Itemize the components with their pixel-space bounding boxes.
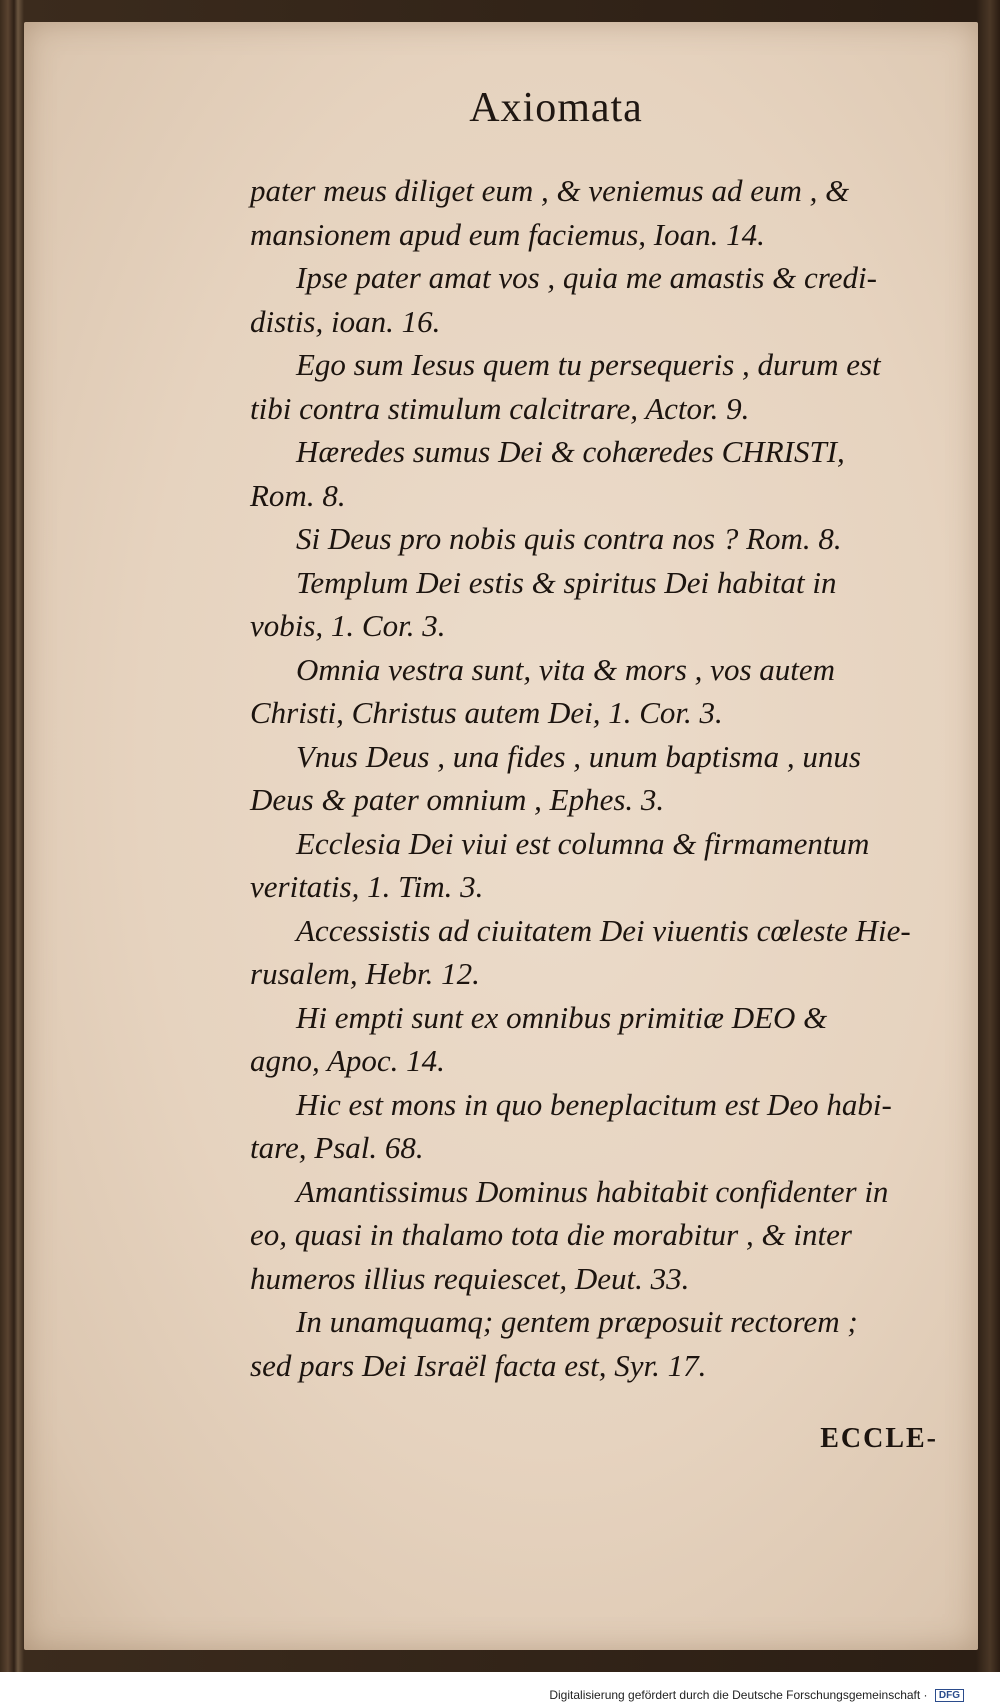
text-line: eo, quasi in thalamo tota die morabitur , & inter [250, 1217, 852, 1252]
text-line: Amantissimus Dominus habitabit confidenter in [296, 1173, 889, 1209]
text-line: Ego sum Iesus quem tu persequeris , durum est [296, 347, 881, 382]
text-line: distis, ioan. 16. [250, 303, 441, 339]
text-line: rusalem, Hebr. 12. [250, 956, 480, 991]
text-line: tare, Psal. 68. [250, 1130, 424, 1165]
text-line: Vnus Deus , una fides , unum baptisma , unus [296, 738, 861, 774]
text-line: tibi contra stimulum calcitrare, Actor. 9. [250, 390, 750, 426]
catchword: ECCLE- [820, 1423, 938, 1454]
text-line: vobis, 1. Cor. 3. [250, 608, 446, 643]
text-line: Ipse pater amat vos , quia me amastis & credi- [296, 260, 877, 295]
book-page [24, 22, 978, 1650]
digitization-credit [549, 1688, 964, 1702]
text-line: Accessistis ad ciuitatem Dei viuentis cœleste Hie- [296, 912, 911, 948]
text-line: Templum Dei estis & spiritus Dei habitat in [296, 564, 837, 600]
text-line: Ecclesia Dei viui est columna & firmamentum [296, 825, 870, 861]
running-head: Axiomata [469, 85, 643, 131]
text-line: Hic est mons in quo beneplacitum est Deo habi- [296, 1086, 892, 1122]
text-line: In unamquamq; gentem præposuit rectorem ; [296, 1304, 858, 1339]
text-line: Christi, Christus autem Dei, 1. Cor. 3. [250, 695, 723, 730]
text-line: Deus & pater omnium , Ephes. 3. [250, 782, 665, 817]
dfg-logo: DFG [935, 1689, 964, 1702]
text-line: Omnia vestra sunt, vita & mors , vos autem [296, 651, 836, 687]
text-line: Rom. 8. [250, 477, 346, 513]
text-line: agno, Apoc. 14. [250, 1043, 445, 1078]
text-line: Hi empti sunt ex omnibus primitiæ DEO & [296, 999, 828, 1035]
credit-text: Digitalisierung gefördert durch die Deutsche Forschungsgemeinschaft · [549, 1687, 928, 1702]
text-line: humeros illius requiescet, Deut. 33. [250, 1260, 690, 1296]
text-line: Si Deus pro nobis quis contra nos ? Rom. 8. [296, 521, 842, 556]
text-line: pater meus diliget eum , & veniemus ad eum , & [250, 173, 850, 208]
text-line: mansionem apud eum faciemus, Ioan. 14. [250, 216, 765, 252]
text-line: sed pars Dei Israël facta est, Syr. 17. [250, 1347, 707, 1383]
text-line: veritatis, 1. Tim. 3. [250, 869, 484, 904]
text-line: Hæredes sumus Dei & cohæredes CHRISTI, [296, 434, 845, 469]
